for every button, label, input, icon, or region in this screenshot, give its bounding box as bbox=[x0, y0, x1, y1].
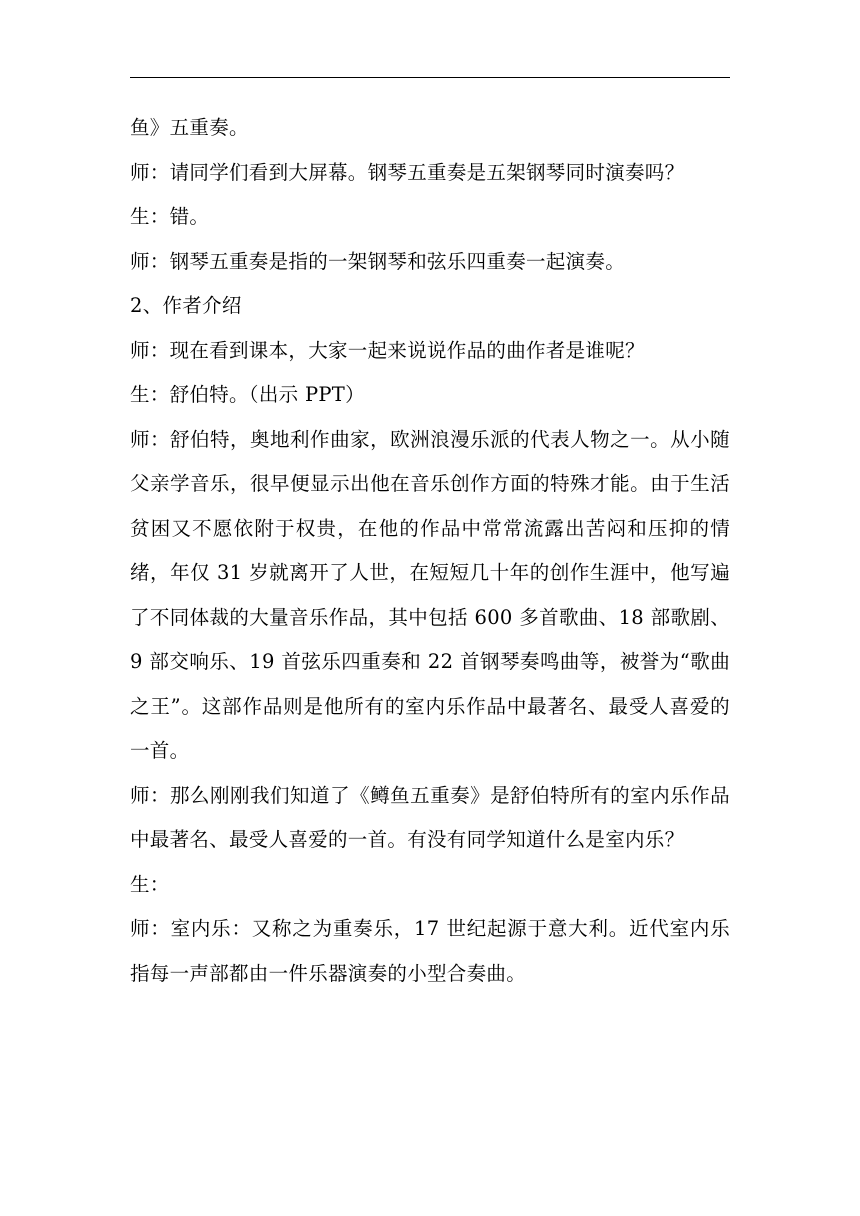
paragraph-teacher-question: 师：请同学们看到大屏幕。钢琴五重奏是五架钢琴同时演奏吗？ bbox=[130, 160, 685, 184]
paragraph-chamber-music-question: 师：那么刚刚我们知道了《鳟鱼五重奏》是舒伯特所有的室内乐作品中最著名、最受人喜爱的一首。有没有同学知道什么是室内乐？ bbox=[130, 783, 730, 851]
paragraph-student-schubert: 生：舒伯特。（出示 PPT） bbox=[130, 383, 365, 406]
paragraph-schubert-biography: 师：舒伯特，奥地利作曲家，欧洲浪漫乐派的代表人物之一。从小随父亲学音乐，很早便显示出他在音乐创作方面的特殊才能。由于生活贫困又不愿依附于权贵，在他的作品中常常流露出苦闷和压抑的情绪，年仅 31 岁就离开了人世，在短短几十年的创作生涯中，他写遍了不同体裁的大量音乐作品，其中包括 600 多首歌曲、18 部歌剧、9 部交响乐、19 首弦乐四重奏和 22 首钢琴奏鸣曲等，被誉为“歌曲之王”。这部作品则是他所有的室内乐作品中最著名、最受人喜爱的一首。 bbox=[130, 427, 730, 762]
paragraph-teacher-composer-question: 师：现在看到课本，大家一起来说说作品的曲作者是谁呢？ bbox=[130, 338, 645, 362]
paragraph-quintet-continuation: 鱼》五重奏。 bbox=[130, 116, 249, 139]
paragraph-student-blank: 生： bbox=[130, 872, 170, 896]
header-rule bbox=[130, 77, 730, 78]
section-heading-author: 2、作者介绍 bbox=[130, 294, 242, 317]
paragraph-student-answer: 生：错。 bbox=[130, 205, 210, 228]
paragraph-teacher-explanation: 师：钢琴五重奏是指的一架钢琴和弦乐四重奏一起演奏。 bbox=[130, 249, 626, 273]
document-body bbox=[130, 106, 730, 996]
paragraph-chamber-music-definition: 师：室内乐：又称之为重奏乐，17 世纪起源于意大利。近代室内乐指每一声部都由一件乐器演奏的小型合奏曲。 bbox=[130, 917, 730, 985]
